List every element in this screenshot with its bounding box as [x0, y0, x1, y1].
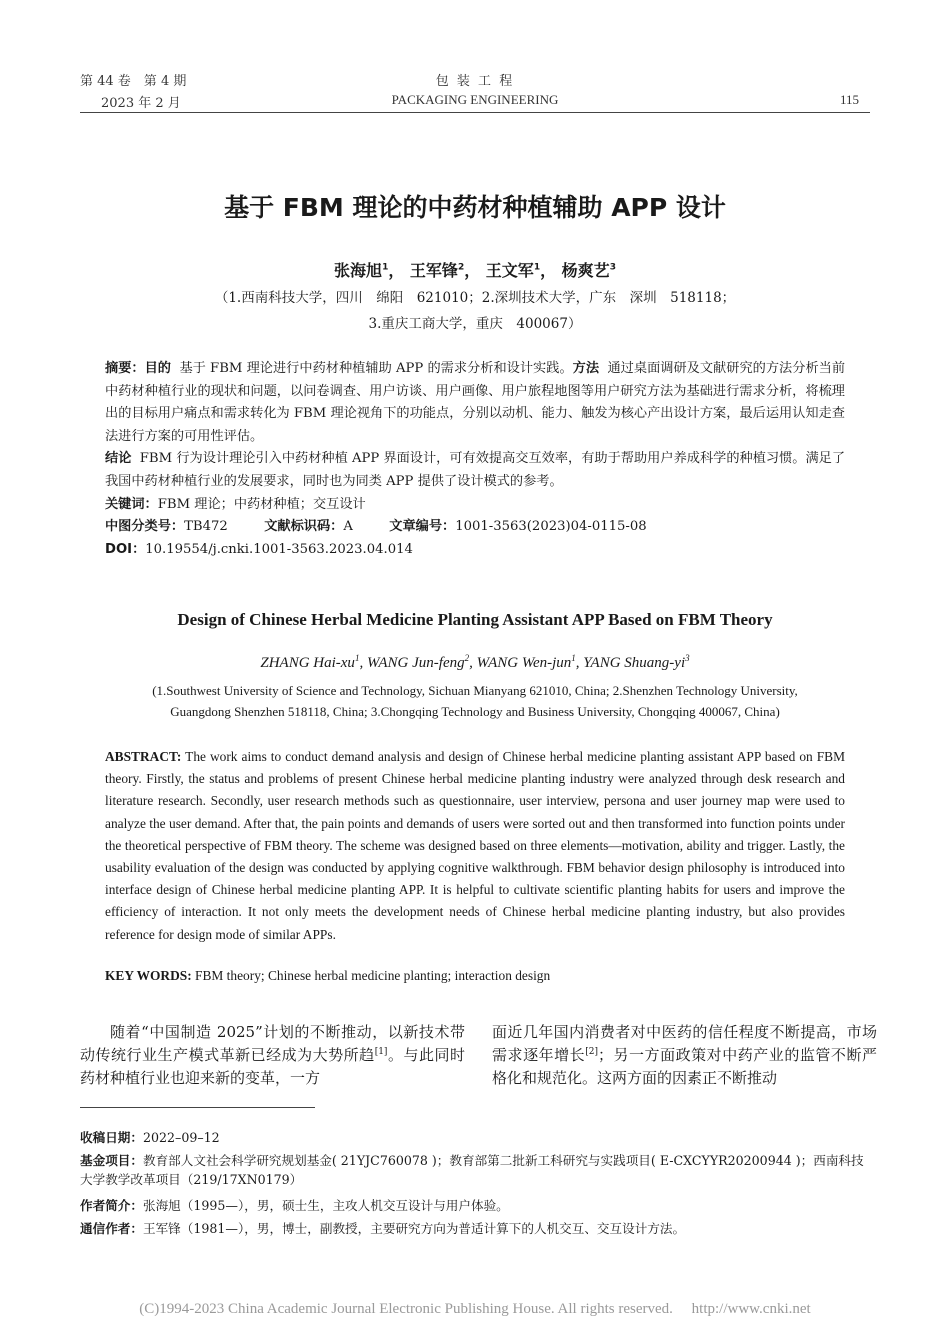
affiliation-en-line1: (1.Southwest University of Science and Technology, Sichuan Mianyang 621010, China; 2.Shenzhen Technology University, [152, 683, 798, 698]
volume-issue: 第 44 卷 第 4 期 [80, 74, 187, 89]
author-sup: 3 [609, 262, 616, 273]
doi-line [105, 539, 845, 562]
author-sep: , [575, 655, 584, 671]
journal-title-cn: 包 装 工 程 [435, 74, 515, 89]
corresponding-value: 王军锋（1981—），男，博士，副教授，主要研究方向为普适计算下的人机交互、交互设计方法。 [142, 1221, 686, 1236]
footnote-author [80, 1196, 870, 1215]
footnote-corresponding [80, 1219, 870, 1238]
author-sup: 3 [685, 653, 690, 663]
author-name: 王文军 [485, 261, 534, 280]
abstract-en [105, 746, 845, 946]
footnote-rule [80, 1107, 315, 1108]
author-sup: 1 [354, 653, 360, 663]
conclusion-text: FBM 行为设计理论引入中药材种植 APP 界面设计，可有效提高交互效率，有助于帮助用户养成科学的种植习惯。满足了我国中药材种植行业的发展要求，同时也为同类 APP 提供了设计模式的参考。 [105, 451, 846, 489]
author-sup: 1 [382, 262, 389, 273]
header-rule [80, 112, 870, 113]
fund-label: 基金项目： [80, 1153, 143, 1168]
author-name-en: ZHANG Hai-xu [260, 655, 355, 671]
abstract-cn [105, 358, 845, 493]
affiliation-en-line2: Guangdong Shenzhen 518118, China; 3.Chongqing Technology and Business University, Chongqing 400067, China) [170, 704, 780, 719]
author-sup: 1 [571, 653, 576, 663]
author-sup: 1 [533, 262, 541, 273]
keywords-text: FBM 理论；中药材种植；交互设计 [157, 497, 366, 512]
keywords-en-text: FBM theory; Chinese herbal medicine planting; interaction design [195, 968, 551, 983]
body-text: 面近几年国内消费者对中医药的信任程度不断提高，市场需求逐年增长 [492, 1023, 877, 1064]
citation: [1] [374, 1047, 388, 1057]
article-no-value: 1001-3563(2023)04-0115-08 [455, 519, 647, 534]
clc-value: TB472 [184, 519, 228, 534]
abstract-en-text: The work aims to conduct demand analysis and design of Chinese herbal medicine planting assistant APP based on FBM theory. Firstly, the status and problems of present Chinese herbal medicine planting industry were analyzed through desk research and literature research. Secondly, user research methods such as questionnaire, user interview, persona and user journey map were used to analyze the user demand. After that, the pain points and demands of users were sorted out and then transformed into function points under the theoretical perspective of FBM theory. The scheme was designed based on three elements—motivation, ability and trigger. Lastly, the usability evaluation of the design was conducted by applying cognitive walkthrough. FBM behavior design philosophy is introduced into interface design of Chinese herbal medicine planting APP. It is helpful to cultivate scientific planting habits for users and improve the efficiency of interaction. It not only meets the development needs of Chinese herbal medicine planting industry, but also provides reference for design mode of similar APPs. [105, 749, 845, 942]
classification-line [105, 516, 845, 539]
authors-cn [0, 258, 950, 281]
copyright-footer: (C)1994-2023 China Academic Journal Electronic Publishing House. All rights reserved. http://www.cnki.net [139, 1301, 811, 1317]
paper-title-en: Design of Chinese Herbal Medicine Planting Assistant APP Based on FBM Theory [177, 610, 773, 629]
citation: [2] [585, 1047, 598, 1057]
author-sep: , [469, 655, 477, 671]
footnote-fund [80, 1151, 870, 1189]
abstract-en-label: ABSTRACT: [105, 749, 182, 764]
author-bio-value: 张海旭（1995—），男，硕士生，主攻人机交互设计与用户体验。 [142, 1198, 509, 1213]
conclusion-label: 结论 [105, 451, 132, 466]
author-name-en: YANG Shuang-yi [583, 655, 686, 671]
author-sep: , [359, 655, 367, 671]
doc-code-value: A [343, 519, 353, 534]
corresponding-label: 通信作者： [80, 1221, 143, 1236]
issue-date: 2023 年 2 月 [101, 96, 181, 111]
affiliation-en [105, 680, 845, 722]
author-sep: ， [540, 261, 557, 280]
goal-text: 基于 FBM 理论进行中药材种植辅助 APP 的需求分析和设计实践。 [179, 361, 573, 376]
body-column-right [492, 1021, 877, 1090]
author-sep: ， [464, 261, 481, 280]
body-text: 随着“中国制造 2025”计划的不断推动，以新技术带动传统行业生产模式革新已经成为大势所趋 [80, 1023, 465, 1064]
body-text: 。与此同时药材种植行业也迎来新的变革，一方 [80, 1046, 465, 1087]
author-sep: ， [388, 261, 405, 280]
page-number: 115 [840, 92, 860, 107]
body-column-left [80, 1021, 465, 1090]
journal-title-en: PACKAGING ENGINEERING [391, 92, 559, 107]
body-text: ；另一方面政策对中药产业的监管不断严格化和规范化。这两方面的因素正不断推动 [492, 1046, 877, 1087]
paper-title: 基于 FBM 理论的中药材种植辅助 APP 设计 [224, 193, 726, 222]
author-sup: 2 [464, 653, 470, 663]
clc-label: 中图分类号： [105, 519, 185, 534]
doi-value: 10.19554/j.cnki.1001-3563.2023.04.014 [145, 542, 413, 557]
fund-value: 教育部人文社会科学研究规划基金( 21YJC760078 )；教育部第二批新工科研究与实践项目( E-CXCYYR20200944 )；西南科技大学教学改革项目（219/17XN0179） [80, 1153, 864, 1187]
affiliation-cn-line2: 3.重庆工商大学，重庆 400067） [368, 316, 582, 332]
author-name-en: WANG Wen-jun [476, 655, 572, 671]
author-name: 杨爽艺 [561, 261, 610, 280]
author-name: 张海旭 [334, 261, 383, 280]
keywords-en [105, 968, 845, 984]
doc-code-label: 文献标识码： [264, 519, 344, 534]
article-no-label: 文章编号： [389, 519, 456, 534]
footnote-received [80, 1128, 870, 1147]
doi-label: DOI： [105, 542, 146, 557]
method-label: 方法 [572, 361, 600, 376]
abstract-label: 摘要： [105, 361, 145, 376]
affiliation-cn-line1: （1.西南科技大学，四川 绵阳 621010；2.深圳技术大学，广东 深圳 518118； [214, 290, 736, 306]
author-sup: 2 [457, 262, 465, 273]
keywords-en-label: KEY WORDS: [105, 968, 192, 983]
method-text: 通过桌面调研及文献研究的方法分析当前中药材种植行业的现状和问题，以问卷调查、用户访谈、用户画像、用户旅程地图等用户研究方法为基础进行需求分析，将梳理出的目标用户痛点和需求转化为 FBM 理论视角下的功能点，分别以动机、能力、触发为核心产出设计方案，最后运用认知走查法进行方案的可用性评估。 [105, 361, 846, 444]
keywords-label: 关键词： [105, 497, 158, 512]
keywords-cn [105, 494, 845, 517]
received-label: 收稿日期： [80, 1130, 143, 1145]
received-value: 2022–09–12 [142, 1130, 220, 1145]
author-name: 王军锋 [409, 261, 458, 280]
author-bio-label: 作者简介： [80, 1198, 143, 1213]
authors-en [0, 655, 950, 672]
goal-label: 目的 [144, 361, 172, 376]
author-name-en: WANG Jun-feng [366, 655, 465, 671]
